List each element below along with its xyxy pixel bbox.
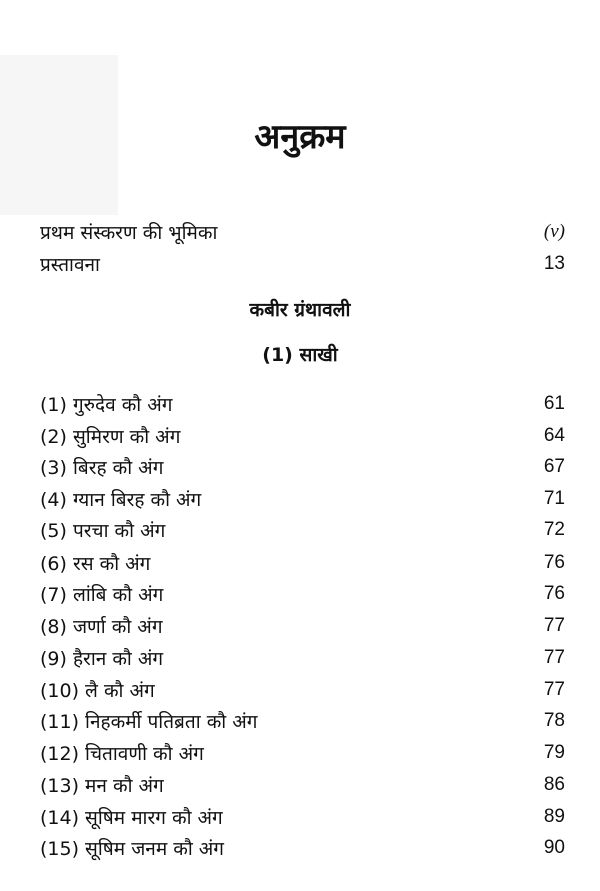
toc-label: प्रस्तावना	[40, 254, 100, 276]
toc-label: (11) निहकर्मी पतिब्रता कौ अंग	[40, 711, 258, 733]
toc-row	[40, 676, 565, 704]
toc-page: 61	[543, 393, 565, 414]
toc-page: 90	[543, 837, 565, 858]
toc-page: 78	[543, 710, 565, 731]
subsection-title: (1) साखी	[262, 344, 338, 366]
toc-row-front-2	[40, 250, 565, 278]
toc-page: 67	[543, 456, 565, 477]
toc-row	[40, 644, 565, 672]
toc-page: 86	[543, 774, 565, 795]
toc-label: (2) सुमिरण कौ अंग	[40, 426, 181, 448]
page-title: अनुक्रम	[254, 117, 346, 157]
toc-page: 79	[543, 742, 565, 763]
toc-page: 77	[543, 615, 565, 636]
section-title: कबीर ग्रंथावली	[249, 299, 351, 321]
toc-label: (12) चितावणी कौ अंग	[40, 743, 204, 765]
toc-row	[40, 707, 565, 735]
toc-row	[40, 516, 565, 544]
toc-label: प्रथम संस्करण की भूमिका	[40, 222, 218, 244]
toc-row	[40, 834, 565, 862]
toc-label: (13) मन कौ अंग	[40, 775, 164, 797]
toc-label: (15) सूषिम जनम कौ अंग	[40, 838, 225, 860]
toc-label: (4) ग्यान बिरह कौ अंग	[40, 489, 202, 511]
toc-page: 64	[543, 425, 565, 446]
toc-row	[40, 422, 565, 450]
toc-row	[40, 390, 565, 418]
toc-row	[40, 612, 565, 640]
toc-row	[40, 803, 565, 831]
toc-label: (9) हैरान कौ अंग	[40, 648, 164, 670]
toc-page: 89	[543, 806, 565, 827]
toc-page: 71	[543, 488, 565, 509]
toc-page: 76	[543, 552, 565, 573]
toc-row-front-1	[40, 218, 565, 246]
toc-page: 77	[543, 679, 565, 700]
toc-row	[40, 771, 565, 799]
toc-row	[40, 739, 565, 767]
toc-page: 13	[543, 253, 565, 274]
toc-label: (5) परचा कौ अंग	[40, 520, 166, 542]
toc-label: (3) बिरह कौ अंग	[40, 457, 164, 479]
toc-row	[40, 549, 565, 577]
toc-row	[40, 485, 565, 513]
toc-label: (10) लै कौ अंग	[40, 680, 155, 702]
toc-page: 72	[543, 519, 565, 540]
toc-label: (6) रस कौ अंग	[40, 553, 151, 575]
toc-page: 76	[543, 583, 565, 604]
toc-label: (1) गुरुदेव कौ अंग	[40, 394, 173, 416]
toc-label: (8) जर्णा कौ अंग	[40, 616, 163, 638]
toc-row	[40, 580, 565, 608]
toc-page: (v)	[543, 221, 565, 242]
toc-page: 77	[543, 647, 565, 668]
toc-row	[40, 453, 565, 481]
toc-label: (7) लांबि कौ अंग	[40, 584, 164, 606]
toc-label: (14) सूषिम मारग कौ अंग	[40, 807, 223, 829]
